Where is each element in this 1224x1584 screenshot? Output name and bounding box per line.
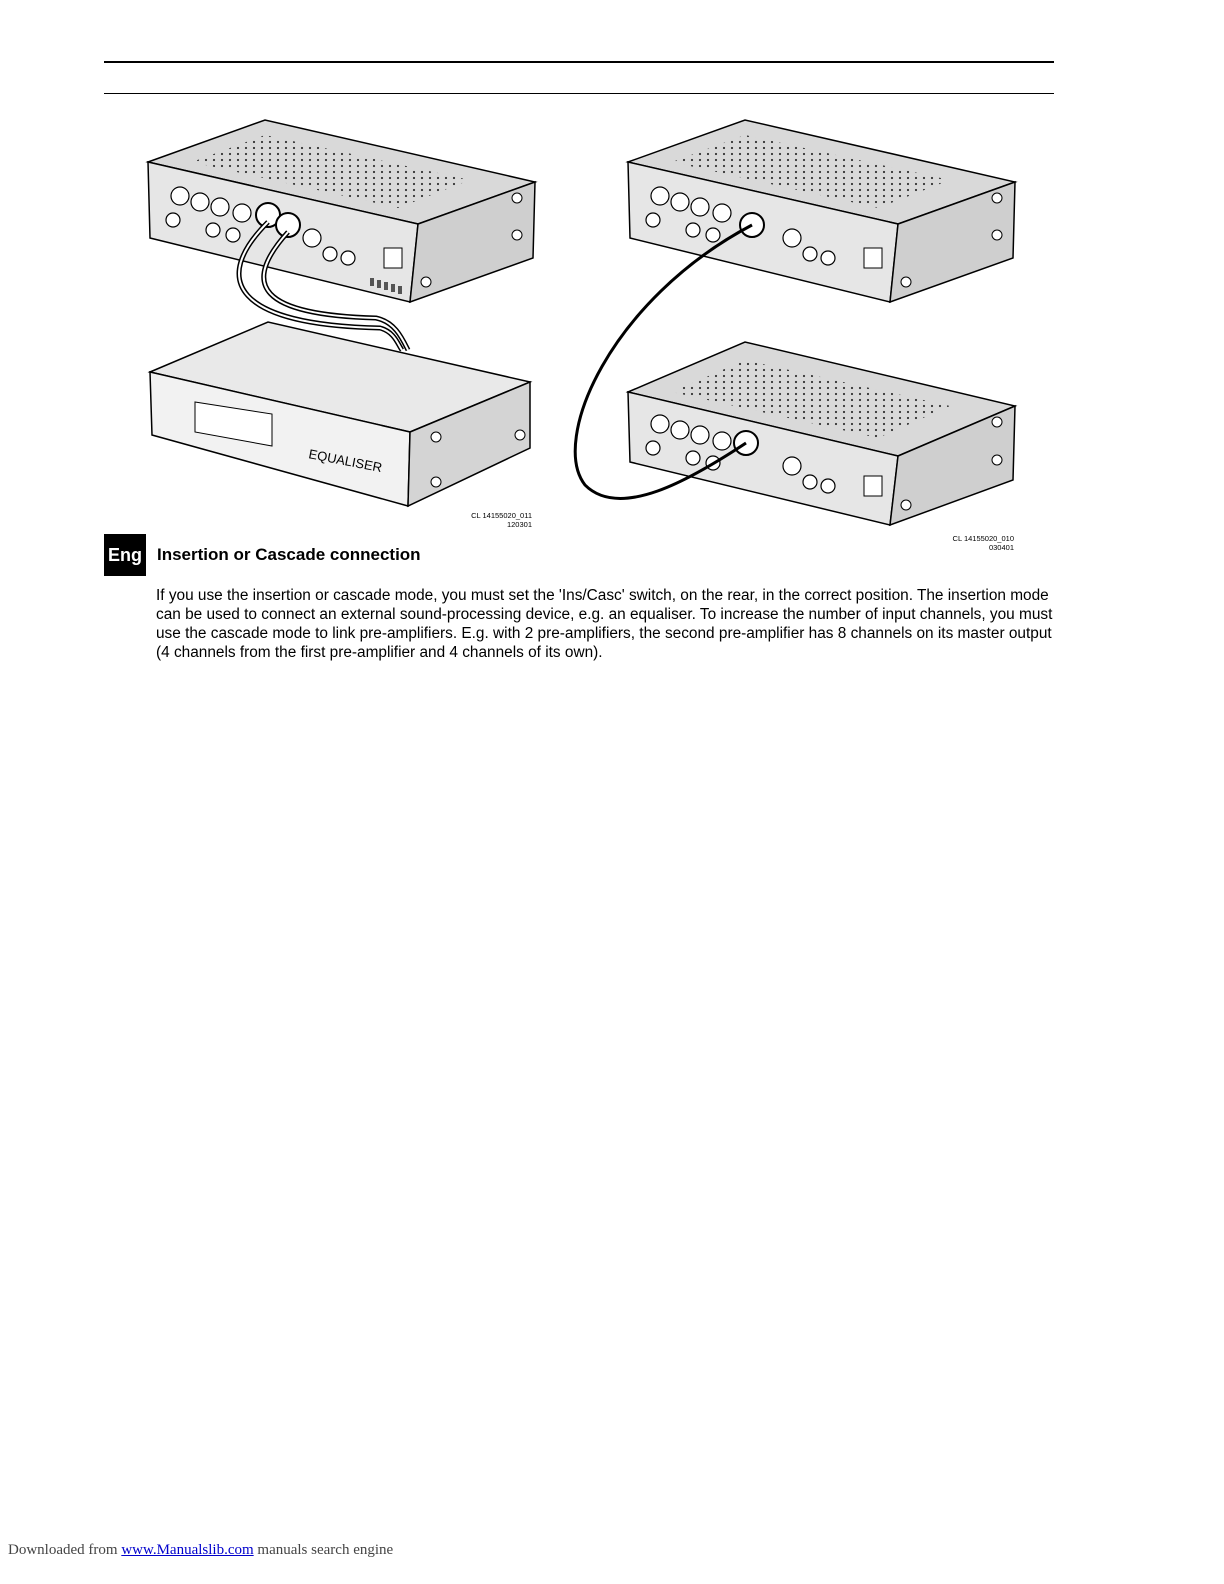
left-figure-reference <box>432 511 532 529</box>
footer-suffix: manuals search engine <box>257 1542 394 1558</box>
section-heading: Insertion or Cascade connection <box>157 545 421 564</box>
preamplifier-unit <box>148 120 535 302</box>
header-rule-bottom <box>104 93 1054 94</box>
insertion-figure <box>140 110 550 510</box>
equaliser-label: EQUALISER <box>307 446 384 476</box>
section-paragraph: If you use the insertion or cascade mode, you must set the 'Ins/Casc' switch, on the rear, in the correct position. The insertion mode can be used to connect an external sound-processing device, e.g. an equaliser. To increase the number of input channels, you must use the cascade mode to link pre-amplifiers. E.g. with 2 pre-amplifiers, the second pre-amplifier has 8 channels on its master output (4 channels from the first pre-amplifier and 4 channels of its own). <box>156 587 1053 661</box>
right-figure-date: 030401 <box>988 543 1014 552</box>
header-rule-top <box>104 61 1054 63</box>
cascade-diagram <box>570 110 1020 530</box>
preamplifier-unit-2 <box>628 342 1015 525</box>
footer-prefix: Downloaded from <box>8 1542 118 1558</box>
right-figure-code: CL 14155020_010 <box>952 534 1014 543</box>
language-tab: Eng <box>104 534 146 576</box>
manualslib-link[interactable]: www.Manualslib.com <box>121 1542 254 1558</box>
equaliser-unit <box>150 322 530 506</box>
right-figure-reference <box>914 534 1014 552</box>
left-figure-date: 120301 <box>506 520 532 529</box>
cascade-figure <box>570 110 1020 530</box>
download-footer <box>8 1542 393 1559</box>
insertion-diagram <box>140 110 550 510</box>
left-figure-code: CL 14155020_011 <box>471 511 532 520</box>
preamplifier-unit-1 <box>628 120 1015 302</box>
